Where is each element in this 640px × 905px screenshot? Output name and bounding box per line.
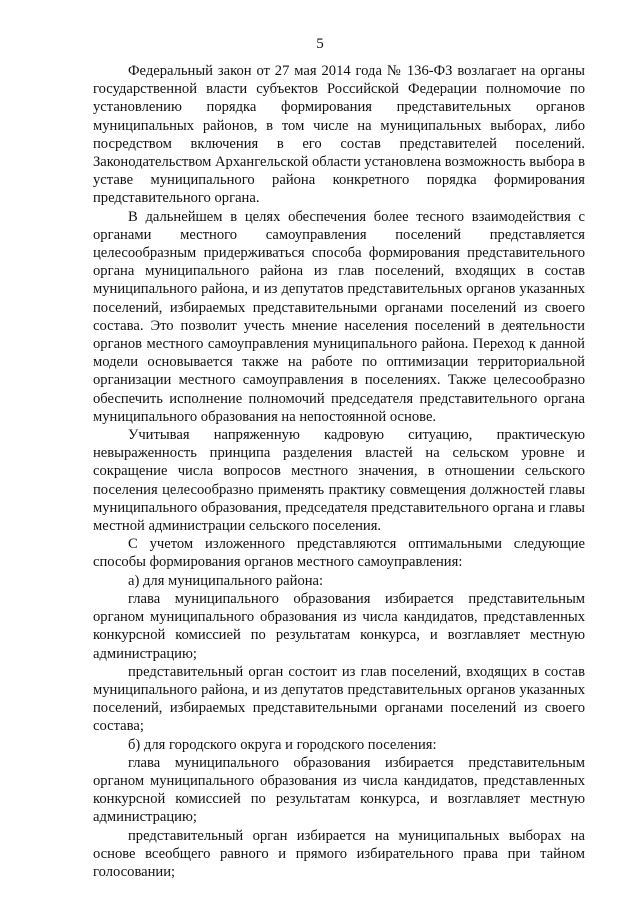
list-item-a-head: глава муниципального образования избирается представительным органом муниципального образования из числа кандидатов, представленных конкурсной комиссией по результатам конкурса, и возглавляет местную администрацию; (93, 590, 585, 662)
list-item-b-head: глава муниципального образования избирается представительным органом муниципального образования из числа кандидатов, представленных конкурсной комиссией по результатам конкурса, и возглавляет местную администрацию; (93, 754, 585, 826)
document-body (93, 62, 585, 881)
paragraph-staffing: Учитывая напряженную кадровую ситуацию, практическую невыраженность принципа разделения властей на сельском уровне и сокращение числа вопросов местного значения, в отношении сельского поселения целесообразно применять практику совмещения должностей главы муниципального образования, председателя представительного органа и главы местной администрации сельского поселения. (93, 427, 585, 535)
list-item-b-heading: б) для городского округа и городского поселения: (128, 736, 437, 753)
list-item-a-heading: а) для муниципального района: (128, 572, 324, 589)
list-item-b-council: представительный орган избирается на муниципальных выборах на основе всеобщего равного и прямого избирательного права при тайном голосовании; (93, 827, 585, 880)
paragraph-federal-law: Федеральный закон от 27 мая 2014 года № 136-ФЗ возлагает на органы государственной власти субъектов Российской Федерации полномочие по установлению порядка формирования представительных органов муниципальных районов, в том числе на муниципальных выборах, либо посредством включения в его состав представителей поселений. Законодательством Архангельской области установлена возможность выбора в уставе муниципального района конкретного порядка формирования представительного органа. (93, 63, 586, 207)
page-number: 5 (316, 36, 324, 52)
list-item-a-council: представительный орган состоит из глав поселений, входящих в состав муниципального района, и из депутатов представительных органов указанных поселений, избираемых представительными органами поселений из своего состава; (93, 663, 585, 735)
paragraph-methods-intro: С учетом изложенного представляются оптимальными следующие способы формирования органов местного самоуправления: (93, 536, 585, 571)
paragraph-interaction: В дальнейшем в целях обеспечения более тесного взаимодействия с органами местного самоуправления поселений представляется целесообразным придерживаться способа формирования представительного органа муниципального района из глав поселений, входящих в состав муниципального района, и из депутатов представительных органов указанных поселений, избираемых представительными органами поселений из своего состава. Это позволит учесть мнение населения поселений в деятельности органов местного самоуправления муниципального района. Переход к данной модели основывается также на работе по оптимизации территориальной организации местного самоуправления в поселениях. Также целесообразно обеспечить исполнение полномочий председателя представительного органа муниципального образования на непостоянной основе. (93, 208, 585, 425)
